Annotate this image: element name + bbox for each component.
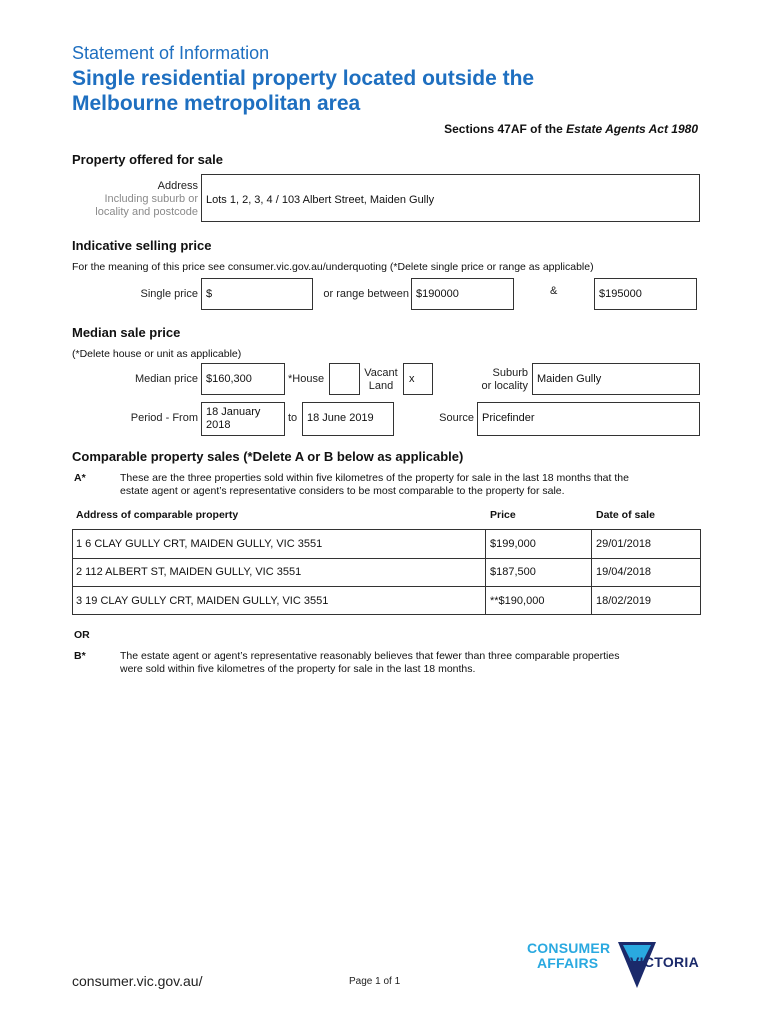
period-from-line-2: 2018 <box>206 419 231 431</box>
period-from-line-1: 18 January <box>206 406 261 418</box>
vacant-land-checkbox[interactable] <box>403 363 433 395</box>
doc-type-heading: Statement of Information <box>72 43 270 63</box>
column-divider <box>591 530 592 614</box>
row-3-date: 18/02/2019 <box>596 595 652 607</box>
single-price-label: Single price <box>140 288 198 300</box>
sections-text: Sections 47AF of the <box>444 122 567 136</box>
row-3-price: **$190,000 <box>490 595 545 607</box>
option-b-text-line-1: The estate agent or agent’s representative reasonably believes that fewer than three comparable properties <box>120 650 620 662</box>
row-2-price: $187,500 <box>490 566 536 578</box>
range-label: or range between <box>323 288 409 300</box>
suburb-label-line-1: Suburb <box>492 367 528 379</box>
page-title <box>72 66 534 116</box>
period-label: Period - From <box>130 412 198 424</box>
address-label <box>72 180 198 219</box>
source-value: Pricefinder <box>482 412 535 424</box>
vacant-land-value: x <box>409 373 415 385</box>
indicative-price-note: For the meaning of this price see consumer.vic.gov.au/underquoting (*Delete single price or range as applicable) <box>72 261 594 273</box>
property-offered-heading: Property offered for sale <box>72 152 223 167</box>
house-label: *House <box>288 373 325 385</box>
range-high-field[interactable] <box>594 278 697 310</box>
single-price-field[interactable] <box>201 278 313 310</box>
suburb-label-line-2: or locality <box>481 380 528 392</box>
option-b-marker: B* <box>74 650 86 662</box>
row-2-date: 19/04/2018 <box>596 566 652 578</box>
median-note: (*Delete house or unit as applicable) <box>72 348 242 360</box>
col-address-header: Address of comparable property <box>76 509 239 521</box>
option-a-marker: A* <box>74 472 86 484</box>
period-from-field[interactable] <box>201 402 285 436</box>
option-b-text <box>120 650 619 676</box>
option-b-text-line-2: were sold within five kilometres of the property for sale in the last 18 months. <box>120 663 476 675</box>
median-price-value: $160,300 <box>206 373 252 385</box>
range-high-value: $195000 <box>599 288 642 300</box>
address-label-line-2: Including suburb or <box>104 193 198 205</box>
act-reference <box>444 122 698 136</box>
vacant-label-line-2: Land <box>368 380 394 392</box>
row-2-address: 2 112 ALBERT ST, MAIDEN GULLY, VIC 3551 <box>76 566 302 578</box>
ampersand: & <box>550 285 558 297</box>
to-label: to <box>288 412 298 424</box>
col-date-header: Date of sale <box>596 509 655 521</box>
comparable-table <box>72 529 701 615</box>
column-divider <box>485 530 486 614</box>
source-field[interactable] <box>477 402 700 436</box>
col-price-header: Price <box>490 509 516 521</box>
row-1-date: 29/01/2018 <box>596 538 652 550</box>
row-divider <box>73 558 700 559</box>
option-a-text-line-2: estate agent or agent’s representative considers to be most comparable to the property for sale. <box>120 485 565 497</box>
median-price-field[interactable] <box>201 363 285 395</box>
page-number: Page 1 of 1 <box>349 976 401 987</box>
house-checkbox[interactable] <box>329 363 360 395</box>
consumer-affairs-victoria-logo <box>527 938 703 990</box>
address-label-line-3: locality and postcode <box>95 206 198 218</box>
footer-url[interactable]: consumer.vic.gov.au/ <box>72 973 203 989</box>
or-label: OR <box>74 629 90 641</box>
vacant-land-label <box>360 367 402 393</box>
option-a-text <box>120 472 629 498</box>
logo-text-affairs: AFFAIRS <box>537 955 599 971</box>
period-to-field[interactable] <box>302 402 394 436</box>
median-heading: Median sale price <box>72 325 181 340</box>
comparable-heading: Comparable property sales (*Delete A or B below as applicable) <box>72 449 464 464</box>
period-to-value: 18 June 2019 <box>307 412 374 424</box>
suburb-label <box>466 367 528 393</box>
single-price-value: $ <box>206 288 213 300</box>
median-price-label: Median price <box>135 373 198 385</box>
range-low-field[interactable] <box>411 278 514 310</box>
title-line-1: Single residential property located outside the <box>72 67 535 90</box>
row-1-address: 1 6 CLAY GULLY CRT, MAIDEN GULLY, VIC 3551 <box>76 538 323 550</box>
row-3-address: 3 19 CLAY GULLY CRT, MAIDEN GULLY, VIC 3551 <box>76 595 329 607</box>
source-label: Source <box>439 412 474 424</box>
indicative-price-heading: Indicative selling price <box>72 238 212 253</box>
act-name: Estate Agents Act 1980 <box>566 122 698 136</box>
title-line-2: Melbourne metropolitan area <box>72 92 361 115</box>
suburb-field[interactable] <box>532 363 700 395</box>
vacant-label-line-1: Vacant <box>364 367 398 379</box>
logo-text-victoria: VICTORIA <box>630 954 700 970</box>
logo-text-consumer: CONSUMER <box>527 940 611 956</box>
range-low-value: $190000 <box>416 288 459 300</box>
row-1-price: $199,000 <box>490 538 536 550</box>
option-a-text-line-1: These are the three properties sold within five kilometres of the property for sale in the last 18 months that the <box>120 472 629 484</box>
address-field[interactable] <box>201 174 700 222</box>
suburb-value: Maiden Gully <box>537 373 602 385</box>
row-divider <box>73 586 700 587</box>
period-from-value <box>206 406 260 432</box>
address-label-line-1: Address <box>157 180 198 192</box>
address-value: Lots 1, 2, 3, 4 / 103 Albert Street, Maiden Gully <box>206 194 435 206</box>
